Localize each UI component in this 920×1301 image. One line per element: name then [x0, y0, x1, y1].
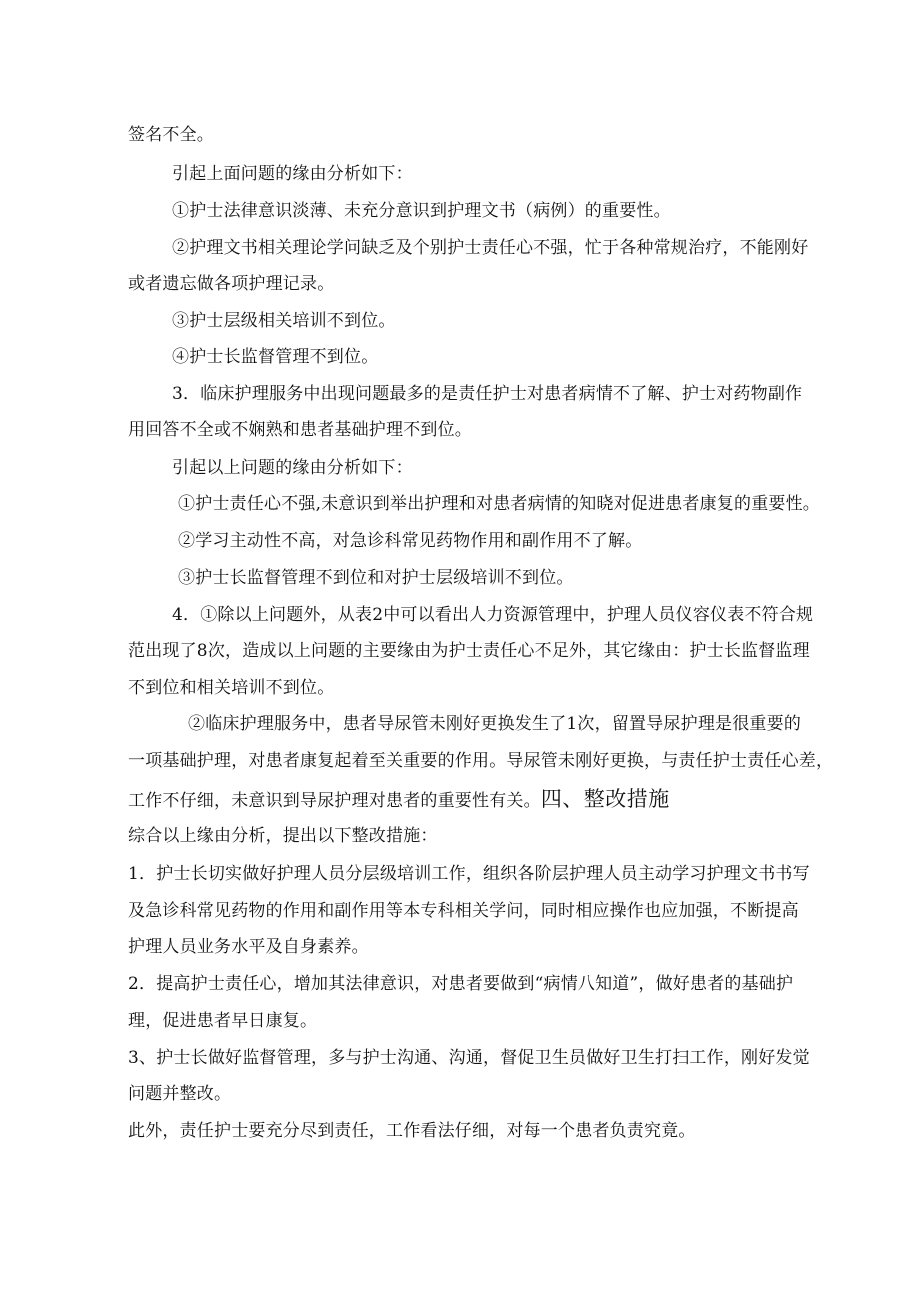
text-line-content: 工作不仔细，未意识到导尿护理对患者的重要性有关。 [128, 791, 541, 811]
text-line: 问题并整改。 [128, 1084, 232, 1104]
text-line: 范出现了8次，造成以上问题的主要缘由为护士责任心不足外，其它缘由：护士长监督监理 [128, 641, 810, 661]
text-line: 不到位和相关培训不到位。 [128, 678, 335, 698]
text-line: 4．①除以上问题外，从表2中可以看出人力资源管理中，护理人员仪容仪表不符合规 [172, 605, 814, 625]
text-line: ③护士层级相关培训不到位。 [172, 311, 396, 331]
text-line: 理，促进患者早日康复。 [128, 1011, 318, 1031]
text-line: ①护士法律意识淡薄、未充分意识到护理文书（病例）的重要性。 [172, 201, 671, 221]
text-line [128, 787, 670, 813]
text-line: 综合以上缘由分析，提出以下整改措施： [128, 826, 438, 846]
text-line: 引起以上问题的缘由分析如下： [172, 458, 413, 478]
text-line: 3、护士长做好监督管理，多与护士沟通、沟通，督促卫生员做好卫生打扫工作，刚好发觉 [128, 1048, 810, 1068]
text-line: 签名不全。 [128, 125, 214, 145]
text-line: ②护理文书相关理论学问缺乏及个别护士责任心不强，忙于各种常规治疗，不能刚好 [172, 238, 809, 258]
text-line: 或者遗忘做各项护理记录。 [128, 274, 335, 294]
text-line: ②学习主动性不高，对急诊科常见药物作用和副作用不了解。 [178, 531, 643, 551]
text-line: ①护士责任心不强,未意识到举出护理和对患者病情的知晓对促进患者康复的重要性。 [178, 494, 821, 514]
text-line: ④护士长监督管理不到位。 [172, 347, 379, 367]
text-line: ③护士长监督管理不到位和对护士层级培训不到位。 [178, 568, 574, 588]
text-line: 2．提高护士责任心，增加其法律意识，对患者要做到“病情八知道”，做好患者的基础护 [128, 974, 794, 994]
text-line: 引起上面问题的缘由分析如下： [172, 164, 413, 184]
text-line: 3．临床护理服务中出现问题最多的是责任护士对患者病情不了解、护士对药物副作 [172, 384, 803, 404]
text-line: 1．护士长切实做好护理人员分层级培训工作，组织各阶层护理人员主动学习护理文书书写 [128, 864, 810, 884]
section-heading: 四、整改措施 [540, 787, 670, 811]
text-line: 及急诊科常见药物的作用和副作用等本专科相关学问，同时相应操作也应加强，不断提高 [128, 901, 799, 921]
text-line: ②临床护理服务中，患者导尿管未刚好更换发生了1次，留置导尿护理是很重要的 [188, 714, 802, 734]
text-line: 此外，责任护士要充分尽到责任，工作看法仔细，对每一个患者负责究竟。 [128, 1121, 696, 1141]
text-line: 一项基础护理，对患者康复起着至关重要的作用。导尿管未刚好更换，与责任护士责任心差， [128, 751, 834, 771]
text-line: 护理人员业务水平及自身素养。 [128, 937, 369, 957]
text-line: 用回答不全或不娴熟和患者基础护理不到位。 [128, 420, 472, 440]
